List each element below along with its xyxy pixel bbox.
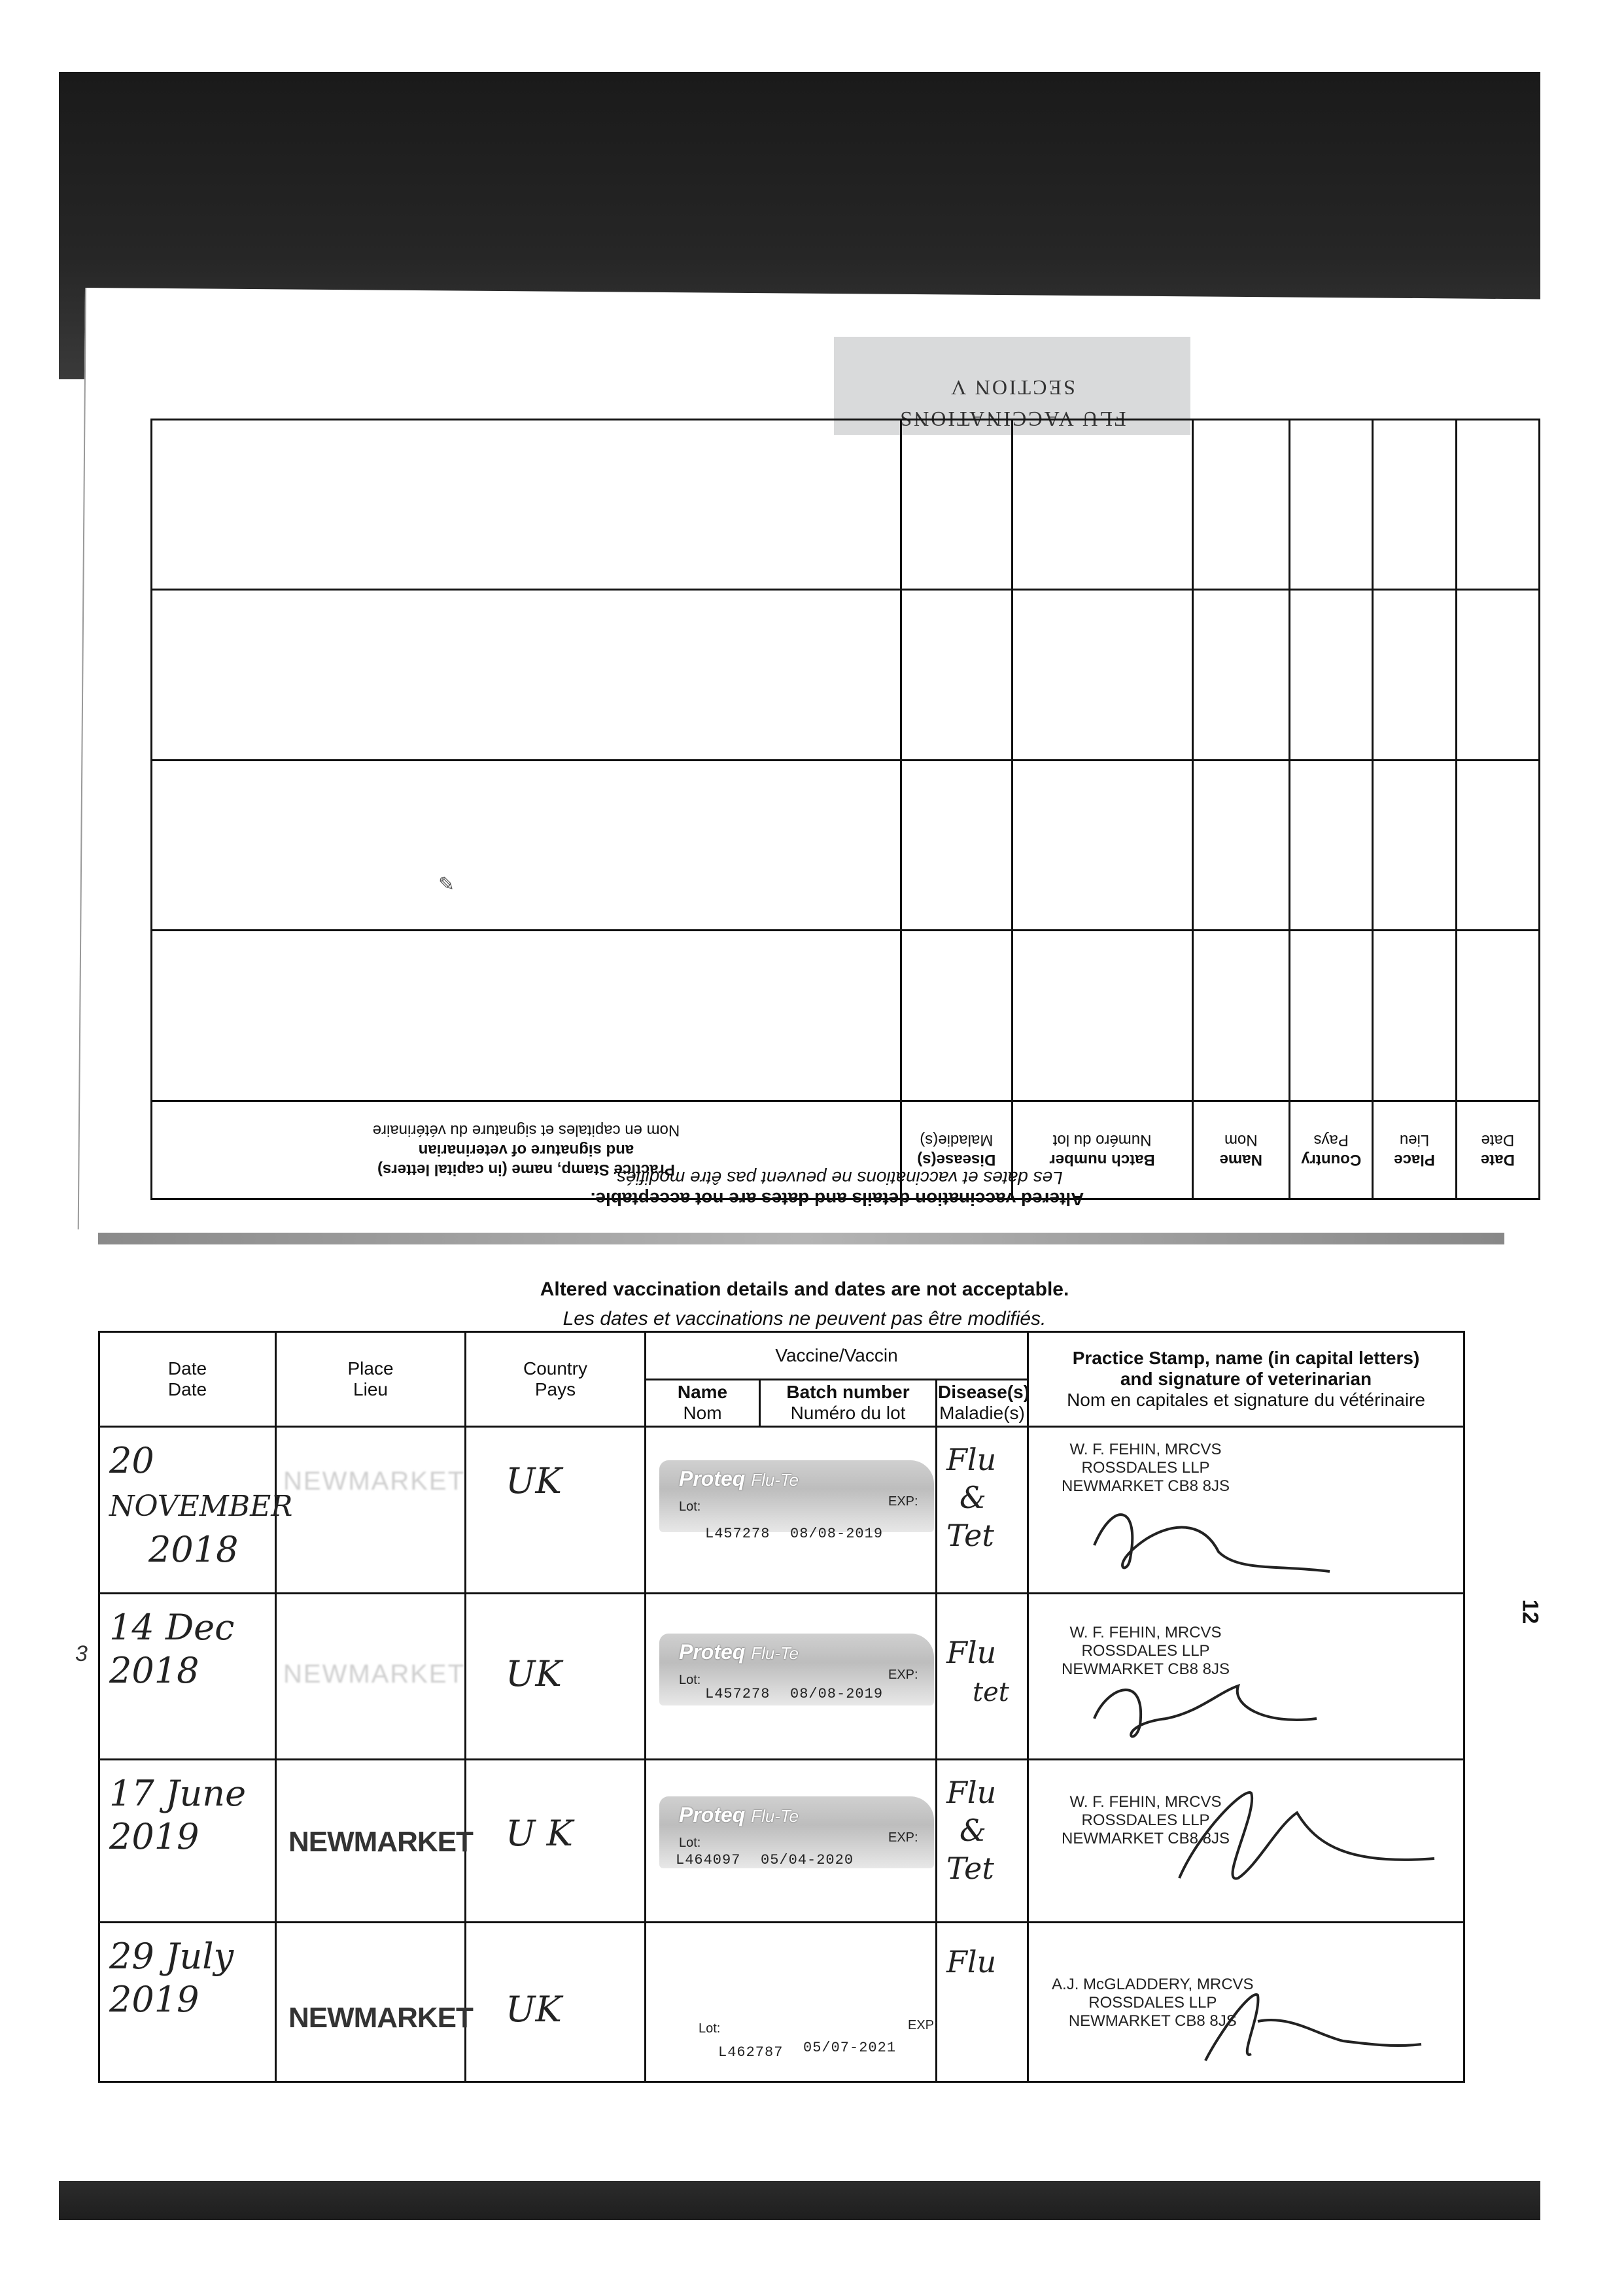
disease-handwritten: Flu & Tet (946, 1442, 997, 1554)
vaccine-sticker (659, 1460, 934, 1532)
expiry-date: 05/04-2020 (761, 1851, 854, 1868)
disease-handwritten: Flu tet (946, 1634, 1009, 1707)
practice-stamp: W. F. FEHIN, MRCVS ROSSDALES LLP NEWMARKET CB8 8JS (1062, 1441, 1230, 1496)
country-cell (466, 1593, 646, 1759)
country-text: UK (506, 1653, 562, 1694)
signature (1160, 1773, 1447, 1904)
lot-number: L457278 (705, 1685, 770, 1702)
page-number: 12 (1517, 1599, 1543, 1624)
date-handwritten: 20 NOVEMBER 2018 (109, 1440, 293, 1571)
top-warning-en: Altered vaccination details and dates are not acceptable. (590, 1189, 1084, 1209)
vaccine-brand: Proteq Flu-Te (679, 1467, 799, 1491)
top-header-place: Place Lieu (1373, 1101, 1456, 1199)
header-place: Place Lieu (276, 1332, 466, 1427)
date-handwritten: 17 June 2019 (109, 1772, 247, 1857)
lot-label: Lot: (679, 1835, 701, 1850)
vaccine-brand: Proteq Flu-Te (679, 1802, 799, 1826)
stamp-cell (1028, 1923, 1464, 2082)
batch-cell (646, 1759, 937, 1922)
place-cell (276, 1593, 466, 1759)
date-cell (99, 1427, 293, 1593)
header-stamp: Practice Stamp, name (in capital letters) and signature of veterinarian Nom en capitales et signature du vétérinaire (1028, 1332, 1464, 1427)
header-vaccine: Vaccine/Vaccin (646, 1332, 1028, 1380)
top-header-stamp: Practice Stamp, name (in capital letters) and signature of veterinarian Nom en capitales et signature du vétérinaire (152, 1101, 901, 1199)
expiry-date: 08/08-2019 (790, 1526, 884, 1543)
top-empty-row (152, 420, 1540, 591)
top-header-country: Country Pays (1290, 1101, 1373, 1199)
top-header-name: Name Nom (1192, 1101, 1290, 1199)
page-fold-bar (98, 1233, 1504, 1244)
exp-label: EXP: (908, 2018, 938, 2033)
exp-label: EXP: (888, 1494, 918, 1509)
header-disease: Disease(s) Maladie(s) (937, 1379, 1028, 1427)
top-warning-fr: Les dates et vaccinations ne peuvent pas être modifiés. (612, 1168, 1063, 1188)
top-empty-row (152, 590, 1540, 761)
vaccine-brand: Proteq Flu-Te (679, 1639, 799, 1664)
upside-down-table (150, 419, 1540, 1200)
lot-label: Lot: (679, 1499, 701, 1515)
disease-handwritten: Flu & Tet (946, 1774, 997, 1886)
practice-stamp: W. F. FEHIN, MRCVS ROSSDALES LLP NEWMARKET CB8 8JS (1062, 1792, 1230, 1847)
lot-label: Lot: (679, 1672, 701, 1687)
date-handwritten: 29 July 2019 (109, 1936, 234, 2021)
country-cell (466, 1923, 646, 2082)
date-cell (99, 1593, 276, 1759)
disease-cell (937, 1427, 1028, 1593)
country-cell (466, 1759, 646, 1922)
exp-label: EXP: (888, 1830, 918, 1845)
country-text: UK (506, 1460, 562, 1502)
table-row (99, 1923, 1464, 2082)
place-text: NEWMARKET (288, 1825, 473, 1858)
country-cell (466, 1427, 646, 1593)
top-header-disease: Disease(s) Maladie(s) (901, 1101, 1012, 1199)
country-text: UK (506, 1989, 562, 2030)
lot-number: L457278 (705, 1526, 770, 1543)
place-text: NEWMARKET (283, 1659, 465, 1688)
disease-cell (937, 1593, 1028, 1759)
warning-fr: Les dates et vaccinations ne peuvent pas être modifiés. (562, 1308, 1047, 1329)
disease-cell (937, 1923, 1028, 2082)
place-text: NEWMARKET (283, 1467, 465, 1496)
date-cell (99, 1923, 276, 2082)
date-handwritten: 14 Dec 2018 (109, 1606, 235, 1691)
section-title: FLU VACCINATIONS (898, 407, 1126, 431)
signature (1147, 1962, 1434, 2074)
lot-number: L464097 (676, 1851, 741, 1868)
place-cell (276, 1427, 466, 1593)
lot-label: Lot: (699, 2021, 721, 2036)
practice-stamp: A.J. McGLADDERY, MRCVS ROSSDALES LLP NEWMARKET CB8 8JS (1052, 1976, 1254, 2030)
batch-cell (646, 1923, 937, 2082)
pen-mark: ✎ (438, 874, 455, 895)
place-text: NEWMARKET (288, 2002, 473, 2034)
section-subtitle: SECTION V (949, 376, 1075, 400)
warning-en: Altered vaccination details and dates are not acceptable. (540, 1278, 1069, 1300)
table-row (99, 1427, 1464, 1593)
signature (1068, 1480, 1356, 1585)
top-empty-row (152, 761, 1540, 931)
expiry-date: 08/08-2019 (790, 1685, 884, 1702)
header-country: Country Pays (466, 1332, 646, 1427)
lot-number: L462787 (718, 2044, 784, 2061)
scan-dark-bottom (59, 2181, 1540, 2220)
place-cell (276, 1923, 473, 2082)
stamp-cell (1028, 1593, 1464, 1759)
date-cell (99, 1759, 276, 1922)
country-text: U K (506, 1812, 574, 1854)
table-row (99, 1593, 1464, 1759)
header-batch: Batch number Numéro du lot (760, 1379, 937, 1427)
table-row (99, 1759, 1464, 1922)
practice-stamp: W. F. FEHIN, MRCVS ROSSDALES LLP NEWMARKET CB8 8JS (1062, 1623, 1230, 1678)
disease-handwritten: Flu (946, 1944, 997, 1980)
top-empty-row (152, 931, 1540, 1101)
place-cell (276, 1759, 473, 1922)
stamp-cell (1028, 1759, 1464, 1922)
batch-cell (646, 1593, 937, 1759)
top-header-date: Date Date (1456, 1101, 1539, 1199)
exp-label: EXP: (888, 1667, 918, 1682)
header-date: Date Date (99, 1332, 276, 1427)
top-warning (510, 1167, 1164, 1209)
top-header-batch: Batch number Numéro du lot (1012, 1101, 1192, 1199)
batch-cell (646, 1427, 937, 1593)
vaccination-table (98, 1331, 1465, 2083)
header-name: Name Nom (646, 1379, 760, 1427)
margin-mark: 3 (75, 1641, 88, 1666)
stamp-cell (1028, 1427, 1464, 1593)
signature (1068, 1647, 1356, 1751)
expiry-date: 05/07-2021 (803, 2040, 897, 2057)
disease-cell (937, 1759, 1028, 1922)
